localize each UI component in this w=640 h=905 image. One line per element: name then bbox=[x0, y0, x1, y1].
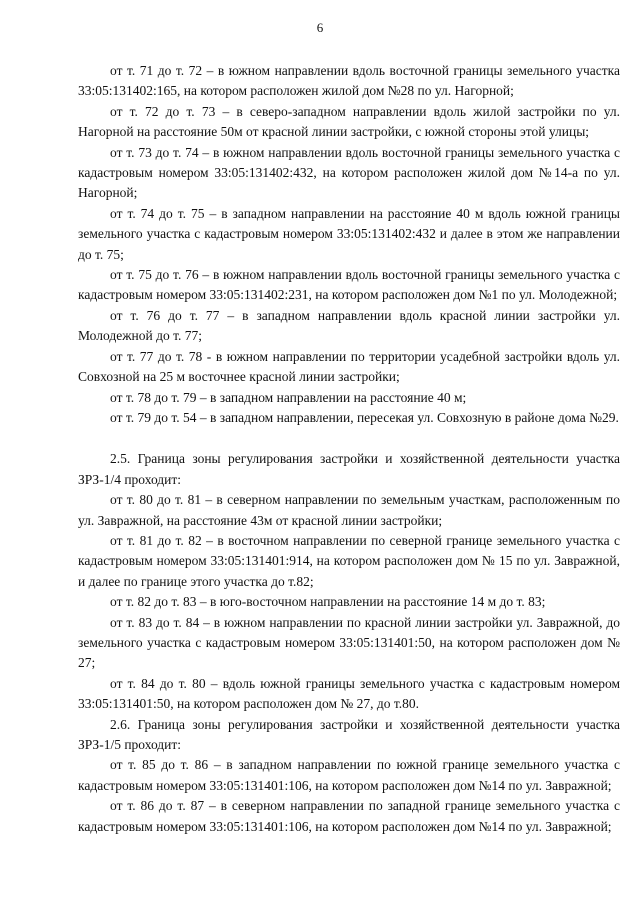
paragraph: от т. 75 до т. 76 – в южном направлении вдоль восточной границы земельного участка с кадастровым номером 33:05:131402:231, на котором расположен дом №1 по ул. Молодежной; bbox=[78, 267, 620, 303]
paragraph: от т. 73 до т. 74 – в южном направлении вдоль восточной границы земельного участка с кадастровым номером 33:05:131402:432, на котором расположен жилой дом №14-а по ул. Нагорной; bbox=[78, 144, 620, 201]
section-heading-2-5: 2.5. Граница зоны регулирования застройки и хозяйственной деятельности участка ЗРЗ-1/4 проходит: bbox=[78, 451, 620, 487]
paragraph: от т. 81 до т. 82 – в восточном направлении по северной границе земельного участка с кадастровым номером 33:05:131401:914, на котором расположен дом № 15 по ул. Завражной, и далее по границе этого участка до т.82; bbox=[78, 532, 620, 589]
page-number: 6 bbox=[316, 20, 324, 35]
paragraph: от т. 80 до т. 81 – в северном направлении по земельным участкам, расположенным по ул. Завражной, на расстояние 43м от красной линии застройки; bbox=[78, 492, 620, 528]
paragraph: от т. 85 до т. 86 – в западном направлении по южной границе земельного участка с кадастровым номером 33:05:131401:106, на котором расположен дом №14 по ул. Завражной; bbox=[78, 757, 620, 793]
paragraph: от т. 79 до т. 54 – в западном направлении, пересекая ул. Совхозную в районе дома №29. bbox=[110, 409, 619, 425]
paragraph: от т. 83 до т. 84 – в южном направлении по красной линии застройки ул. Завражной, до земельного участка с кадастровым номером 33:05:131401:50, на котором расположен дом № 27; bbox=[78, 614, 620, 671]
paragraph: от т. 72 до т. 73 – в северо-западном направлении вдоль жилой застройки по ул. Нагорной на расстояние 50м от красной линии застройки, с южной стороны этой улицы; bbox=[78, 103, 620, 140]
paragraph: от т. 78 до т. 79 – в западном направлении на расстояние 40 м; bbox=[110, 389, 467, 405]
paragraph: от т. 76 до т. 77 – в западном направлении вдоль красной линии застройки ул. Молодежной до т. 77; bbox=[78, 307, 620, 344]
paragraph: от т. 82 до т. 83 – в юго-восточном направлении на расстояние 14 м до т. 83; bbox=[110, 594, 546, 610]
paragraph: от т. 86 до т. 87 – в северном направлении по западной границе земельного участка с кадастровым номером 33:05:131401:106, на котором расположен дом №14 по ул. Завражной; bbox=[78, 798, 620, 834]
paragraph: от т. 77 до т. 78 - в южном направлении по территории усадебной застройки вдоль ул. Совхозной на 25 м восточнее красной линии застройки; bbox=[78, 348, 620, 385]
section-heading-2-6: 2.6. Граница зоны регулирования застройки и хозяйственной деятельности участка ЗРЗ-1/5 проходит: bbox=[78, 716, 620, 752]
paragraph: от т. 74 до т. 75 – в западном направлении на расстояние 40 м вдоль южной границы земельного участка с кадастровым номером 33:05:131402:432 и далее в этом же направлении до т. 75; bbox=[78, 205, 620, 262]
paragraph: от т. 84 до т. 80 – вдоль южной границы земельного участка с кадастровым номером 33:05:131401:50, на котором расположен дом № 27, до т.80. bbox=[78, 675, 620, 712]
document-body bbox=[78, 61, 620, 837]
paragraph: от т. 71 до т. 72 – в южном направлении вдоль восточной границы земельного участка 33:05:131402:165, на котором расположен жилой дом №28 по ул. Нагорной; bbox=[78, 63, 620, 99]
